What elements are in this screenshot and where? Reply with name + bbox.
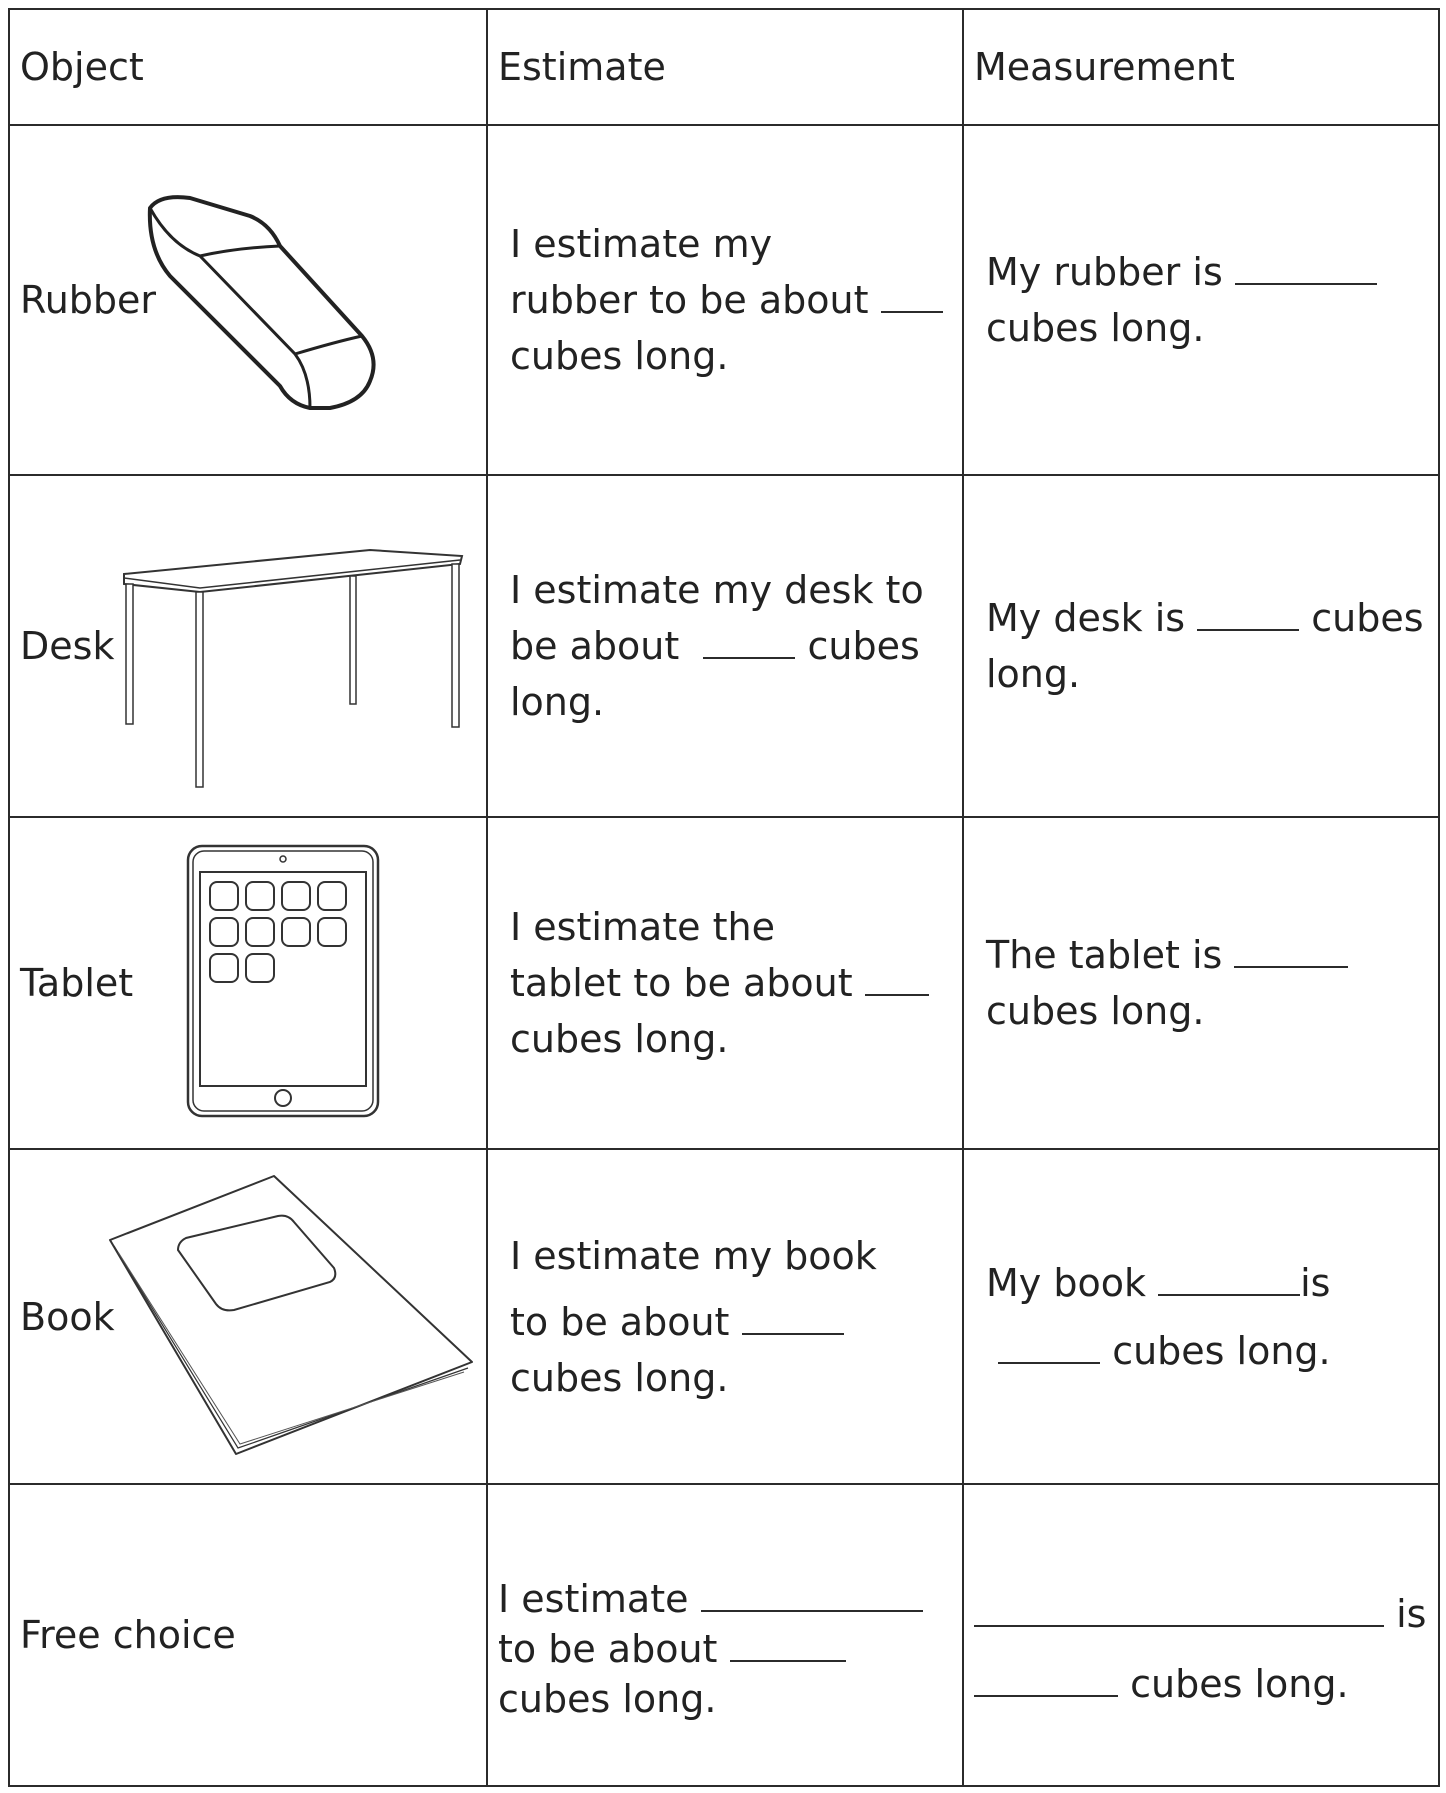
- measurement-blank[interactable]: [1235, 253, 1377, 285]
- measurement-blank[interactable]: [1158, 1264, 1300, 1296]
- estimate-line-2: to be about: [498, 1627, 718, 1671]
- estimate-blank[interactable]: [703, 627, 795, 659]
- measurement-word-is: is: [1396, 1592, 1427, 1636]
- measurement-word-cubes: cubes: [1311, 596, 1424, 640]
- eraser-drawing: [130, 186, 390, 416]
- measurement-cell: [963, 125, 1439, 475]
- measurement-line-2: cubes long.: [1112, 1328, 1331, 1373]
- estimate-cell: [487, 1484, 963, 1786]
- estimate-object-blank[interactable]: [701, 1580, 923, 1612]
- estimate-cell: [487, 817, 963, 1149]
- estimate-line-3: cubes long.: [510, 334, 729, 378]
- measurement-blank-2[interactable]: [998, 1332, 1100, 1364]
- object-cell: [9, 817, 487, 1149]
- estimate-line-1: I estimate my: [510, 222, 773, 266]
- measurement-word-is: is: [1300, 1260, 1331, 1305]
- table-row: [9, 1484, 1439, 1786]
- object-label: Free choice: [20, 1613, 236, 1657]
- measurement-line-2: long.: [986, 652, 1081, 696]
- object-cell: [9, 125, 487, 475]
- table-row: [9, 125, 1439, 475]
- table-row: [9, 817, 1439, 1149]
- estimate-line-3: cubes long.: [498, 1677, 717, 1721]
- estimate-line-3: cubes long.: [510, 1017, 729, 1061]
- header-object: Object: [9, 9, 487, 125]
- header-estimate: Estimate: [487, 9, 963, 125]
- desk-drawing: [120, 544, 465, 789]
- measurement-line-2: cubes long.: [986, 306, 1205, 350]
- estimate-line-1: I estimate the: [510, 905, 775, 949]
- estimate-line-1: I estimate my desk to: [510, 568, 924, 612]
- measurement-line-1: My book: [986, 1260, 1146, 1305]
- estimate-blank[interactable]: [742, 1303, 844, 1335]
- table-row: [9, 475, 1439, 817]
- measurement-line-2: cubes long.: [986, 989, 1205, 1033]
- table-row: [9, 1149, 1439, 1484]
- measurement-cell: [963, 1484, 1439, 1786]
- measurement-cell: [963, 817, 1439, 1149]
- measurement-cell: [963, 1149, 1439, 1484]
- object-cell: [9, 475, 487, 817]
- measurement-object-blank[interactable]: [974, 1595, 1384, 1627]
- estimate-line-1: I estimate my book: [510, 1233, 877, 1278]
- object-label: Book: [20, 1294, 115, 1339]
- object-label: Rubber: [20, 278, 157, 322]
- estimate-cell: [487, 1149, 963, 1484]
- estimate-line-3: cubes long.: [510, 1355, 729, 1400]
- estimate-blank[interactable]: [881, 281, 943, 313]
- estimate-cell: [487, 125, 963, 475]
- estimate-line-2: rubber to be about: [510, 278, 869, 322]
- measurement-blank[interactable]: [1197, 599, 1299, 631]
- measurement-line-2: cubes long.: [1130, 1662, 1349, 1706]
- header-row: [9, 9, 1439, 125]
- tablet-drawing: [184, 842, 384, 1122]
- object-cell: [9, 1149, 487, 1484]
- object-label: Desk: [20, 624, 115, 668]
- estimate-line-3: long.: [510, 680, 605, 724]
- measurement-line-1: The tablet is: [986, 933, 1223, 977]
- estimate-line-2: tablet to be about: [510, 961, 853, 1005]
- estimate-line-1: I estimate: [498, 1577, 689, 1621]
- estimate-line-2: to be about: [510, 1299, 730, 1344]
- estimate-cell: [487, 475, 963, 817]
- worksheet: [8, 8, 1438, 1793]
- estimate-blank[interactable]: [730, 1630, 846, 1662]
- object-label: Tablet: [20, 961, 134, 1005]
- object-cell: [9, 1484, 487, 1786]
- measurement-cell: [963, 475, 1439, 817]
- measurement-line-1: My desk is: [986, 596, 1186, 640]
- header-measurement: Measurement: [963, 9, 1439, 125]
- measurement-table: [8, 8, 1440, 1787]
- estimate-word-cubes: cubes: [807, 624, 920, 668]
- estimate-blank[interactable]: [865, 964, 929, 996]
- measurement-blank[interactable]: [1234, 936, 1348, 968]
- measurement-blank[interactable]: [974, 1665, 1118, 1697]
- measurement-line-1: My rubber is: [986, 250, 1223, 294]
- estimate-line-2: be about: [510, 624, 680, 668]
- book-drawing: [108, 1172, 478, 1462]
